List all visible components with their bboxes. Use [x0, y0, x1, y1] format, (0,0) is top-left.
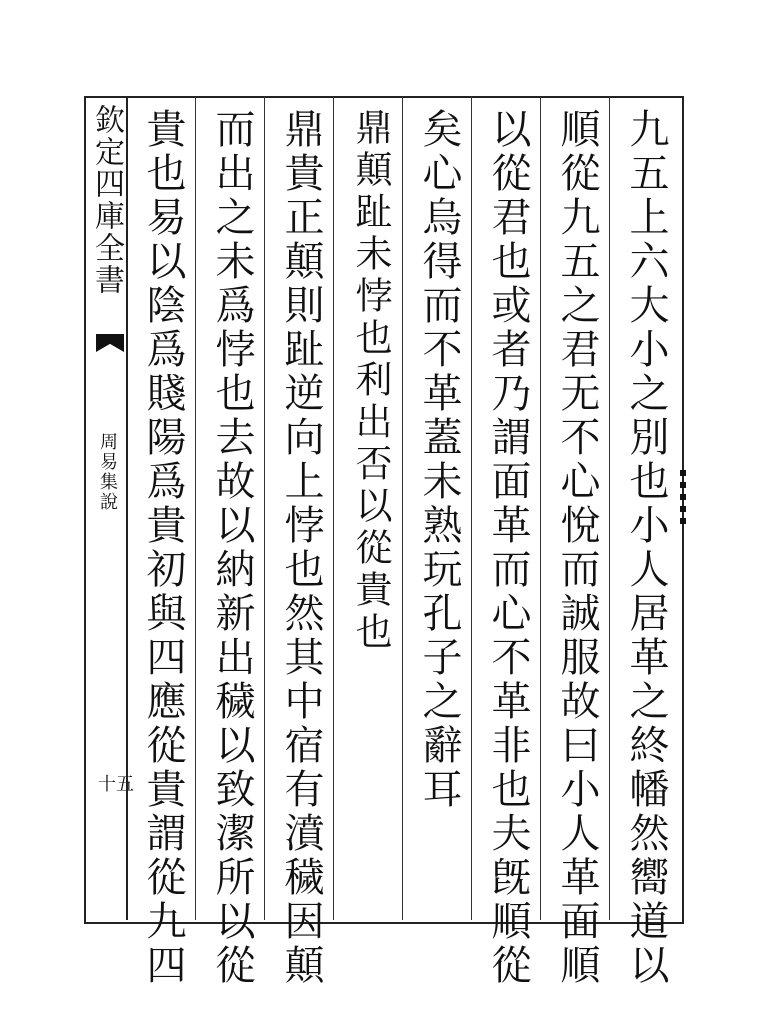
- column-divider: [471, 96, 472, 920]
- text-column: 而出之未爲悖也去故以納新出穢以致潔所以從: [209, 108, 255, 988]
- book-title: 周易集說: [97, 432, 118, 512]
- text-column: 鼎顛趾未悖也利出否以從貴也: [349, 108, 392, 654]
- text-column: 貴也易以陰爲賤陽爲貴初與四應從貴謂從九四: [140, 108, 186, 988]
- column-divider: [264, 96, 265, 920]
- page-number: 十五: [98, 774, 134, 795]
- text-column: 以從君也或者乃謂面革而心不革非也夫旣順從: [485, 108, 531, 988]
- text-column: 矣心烏得而不革蓋未熟玩孔子之辭耳: [416, 108, 462, 812]
- binding-edge-marks: [680, 470, 686, 530]
- text-column: 九五上六大小之別也小人居革之終幡然嚮道以: [623, 108, 669, 988]
- margin-rule: [126, 96, 128, 920]
- column-divider: [333, 96, 334, 920]
- text-column: 鼎貴正顛則趾逆向上悖也然其中宿有濆穢因顛: [278, 108, 324, 988]
- collection-title: 欽定四庫全書: [89, 104, 124, 296]
- column-divider: [195, 96, 196, 920]
- column-divider: [609, 96, 610, 920]
- text-column: 順從九五之君无不心悅而誠服故曰小人革面順: [554, 108, 600, 988]
- column-divider: [402, 96, 403, 920]
- column-divider: [540, 96, 541, 920]
